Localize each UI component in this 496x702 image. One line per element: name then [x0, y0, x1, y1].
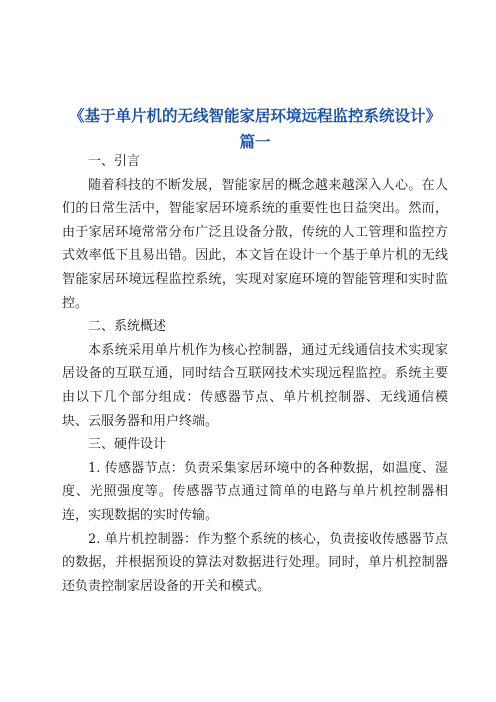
paragraph-sensor-node: 1. 传感器节点：负责采集家居环境中的各种数据，如温度、湿度、光照强度等。传感器节点通过简单的电路与单片机控制器相连，实现数据的实时传输。 — [62, 460, 448, 523]
document-title: 《基于单片机的无线智能家居环境远程监控系统设计》篇一 — [68, 106, 441, 151]
section-heading-hardware-design: 三、硬件设计 — [88, 437, 167, 453]
document-body — [62, 150, 448, 598]
paragraph-mcu-controller: 2. 单片机控制器：作为整个系统的核心，负责接收传感器节点的数据，并根据预设的算法对数据进行处理。同时，单片机控制器还负责控制家居设备的开关和模式。 — [62, 531, 448, 594]
paragraph-introduction: 随着科技的不断发展，智能家居的概念越来越深入人心。在人们的日常生活中，智能家居环境系统的重要性也日益突出。然而，由于家居环境常常分布广泛且设备分散，传统的人工管理和监控方式效率低下且易出错。因此，本文旨在设计一个基于单片机的无线智能家居环境远程监控系统，实现对家庭环境的智能管理和实时监控。 — [62, 177, 448, 311]
paragraph-system-overview: 本系统采用单片机作为核心控制器，通过无线通信技术实现家居设备的互联互通，同时结合互联网技术实现远程监控。系统主要由以下几个部分组成：传感器节点、单片机控制器、无线通信模块、云服务器和用户终端。 — [62, 342, 448, 429]
section-heading-introduction: 一、引言 — [88, 154, 141, 169]
section-heading-system-overview: 二、系统概述 — [88, 319, 167, 335]
